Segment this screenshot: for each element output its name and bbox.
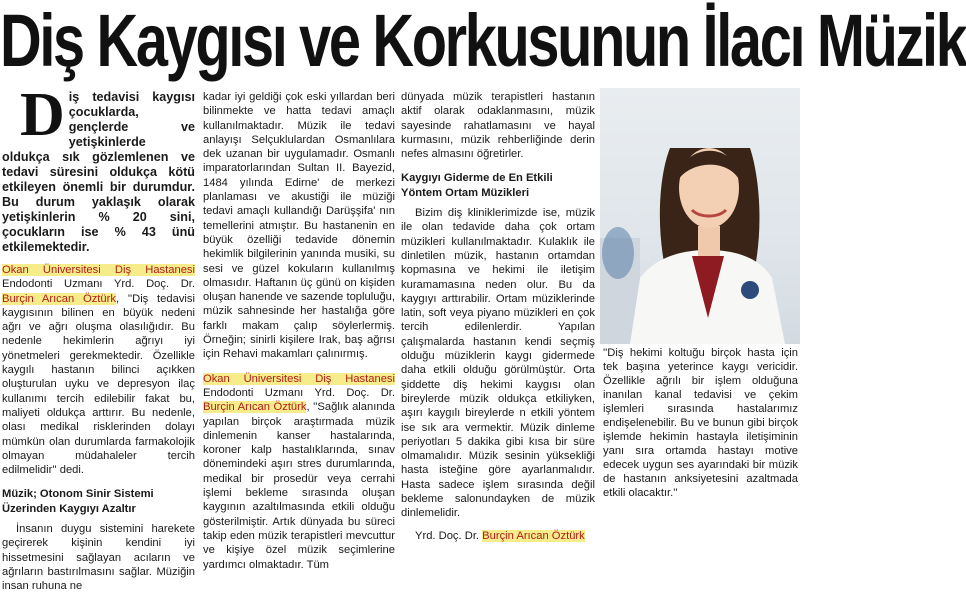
text-run: Endodonti Uzmanı Yrd. Doç. Dr. xyxy=(203,386,395,399)
drop-cap: D xyxy=(20,81,65,149)
paragraph: İnsanın duygu sistemini harekete geçirerek kişinin kendini iyi hissetmesini sağlayan acıların ve ağrıların bastırılmasını sağlar. Müziğin insan ruhuna ne xyxy=(2,523,195,593)
article-column-1 xyxy=(2,81,195,593)
paragraph: kadar iyi geldiği çok eski yıllardan beri bilinmekte ve hatta tedavi amaçlı kullanılmaktadır. Müzik ile tedavi anlayışı Selçuklulardan Osmanlılara dek uzanan bir uygulamadır. Osmanlı imparatorlarından Sultan II. Bayezid, 1484 yılında Edirne' de merkezi planlaması ve akustiği ile müziği tedavi amaçlı kullandığı Darüşşifa' nın temellerini atmıştır. Bu hastanenin en büyük özelliği tedavide dönemin hekimlik bilgilerinin yanında musiki, su sesi ve güzel kokuların kullanılmış olmasıdır. Haftanın üç günü on kişiden oluşan hanende ve sazende topluluğu, müzik sahnesinde her hastalığa göre farklı makam çalıp söylerlermiş. Örneğin; sinirli kişilere Irak, baş ağrısı için Rehavi makamları çalınırmış. xyxy=(203,91,395,361)
text-run: Endodonti Uzmanı Yrd. Doç. Dr. xyxy=(2,278,195,291)
lead-paragraph xyxy=(2,81,195,255)
quote-text: ''Diş hekimi koltuğu birçok hasta için tek başına yeterince kaygı vericidir. Özellikle ağrılı bir işlem olduğuna inanılan kanal tedavisi ve çekim işlemleri sırasında hastalarımız endişelenebilir. Bu ve bunun gibi birçok işlemde hekimin hastayla iletişiminin yanı sıra ortamda hastayı motive edecek uygun ses ayarındaki bir müzik de hastanın anksiyetesini azaltmada etkili olacaktır.'' xyxy=(603,347,798,499)
article-column-2 xyxy=(203,90,395,571)
headline: Diş Kaygısı ve Korkusunun İlacı Müzik xyxy=(0,0,966,82)
doctor-name-highlight: Burçin Arıcan Öztürk xyxy=(2,292,116,305)
subheading: Müzik; Otonom Sinir Sistemi Üzerinden Kaygıyı Azaltır xyxy=(2,488,154,515)
hospital-name-highlight: Okan Üniversitesi Diş Hastanesi xyxy=(203,372,395,385)
paragraph xyxy=(2,263,195,477)
doctor-photo xyxy=(600,88,800,344)
article-column-3 xyxy=(401,90,595,542)
signature xyxy=(401,529,595,543)
paragraph: Bizim diş kliniklerimizde ise, müzik ile olan tedavide daha çok ortam müzikleri kullanılmaktadır. Kulaklık ile dinletilen müzik, hastanın ortamdan kopmasına ve hekimi ile iletişim kuramamasına neden olur. Bu da kaygıyı arttırabilir. Ortam müziklerinde latin, soft veya piyano müzikleri en çok tercih edilenlerdir. Yapılan çalışmalarda hastanın kendi seçmiş olduğu müziklerin kaygı gidermede daha etkili olduğu görülmüştür. Orta şiddette diş hekimi kaygısı olan bireylerde müzik oldukça etkiliyken, aşırı kaygılı bireylerde n etkili yöntem ise sık ara vermektir. Müzik dinleme periyotları 5 dakika gibi kısa bir süre olmamalıdır. Müzik sesinin yüksekliği hasta isteğine göre ayarlanmalıdır. Hasta sadece işlem sırasında değil bekleme salonundayken de müzik dinlemelidir. xyxy=(401,207,595,520)
pull-quote xyxy=(603,346,798,499)
signature-name-highlight: Burçin Arıcan Öztürk xyxy=(482,529,585,542)
signature-title: Yrd. Doç. Dr. xyxy=(415,529,483,542)
lead-text: iş tedavisi kaygısı çocuklarda, gençlerde ve yetişkinlerde oldukça sık gözlemlenen ve tedavi süresini oldukça kötü etkileyen önemli bir durumdur. Bu durum yaklaşık olarak yetişkinlerin % 20 sini, çocukların ise % 43 ünü etkilemektedir. xyxy=(2,90,195,254)
hospital-name-highlight: Okan Üniversitesi Diş Hastanesi xyxy=(2,264,195,276)
doctor-name-highlight: Burçin Arıcan Öztürk xyxy=(203,401,307,414)
paragraph: dünyada müzik terapistleri hastanın aktif olarak odaklanmasını, müzik sayesinde rahatlamasını ve hayal kurmasını, müzik rehberliğinde derin nefes almasını öğretirler. xyxy=(401,91,595,161)
doctor-portrait-illustration xyxy=(600,88,800,344)
subheading: Kaygıyı Giderme de En Etkili Yöntem Ortam Müzikleri xyxy=(401,172,553,199)
text-run: , ''Diş tedavisi kaygısının bilinen en büyük nedeni ağrı ve ağrı oluşma olasılığıdır. Bu nedenle hekimlerin ağrıyı iyi yönetmeleri gerekmektedir. Özellikle kaygılı hastanın bilinci açıkken oluşturulan uyku ve depresyon ilaç kullanımı tercih edilebilir fakat bu, maliyeti oldukça arttırır. Bu nedenle, olası medikal risklerinden dolayı mümkün olan durumlarda farmakolojik olmayan müdahaleler tercih edilmelidir'' dedi. xyxy=(2,292,195,477)
paragraph xyxy=(203,372,395,572)
text-run: , ''Sağlık alanında yapılan birçok araştırmada müzik dinlemenin kanser hastalarında, koroner kalp hastalıklarında, sınav dönemindeki aşırı stres durumlarında, medikal bir prosedür veya cerrahi işlemi bekleme sırasında oluşan kaygının azaltılmasında etkili olduğu gösterilmiştir. Artık dünyada bu süreci takip eden müzik terapistleri mevcuttur ve kişiye özel müzik seçimlerine yardımcı olmaktadır. Tüm xyxy=(203,401,395,571)
